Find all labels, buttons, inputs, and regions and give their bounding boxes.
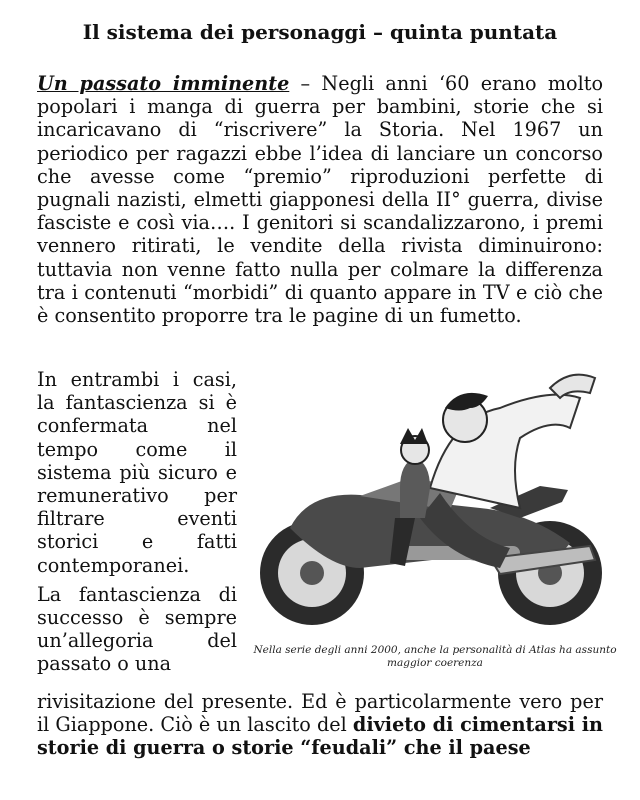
allegory-paragraph-rest [37, 690, 603, 760]
page-title: Il sistema dei personaggi – quinta puntata [82, 20, 558, 44]
scifi-paragraph: In entrambi i casi, la fantascienza si è confermata nel tempo come il sistema più sicuro e remunerativo per filtrare eventi storici e fatti contemporanei. [37, 368, 237, 577]
allegory-paragraph-start: La fantascienza di successo è sempre un’allegoria del passato o una [37, 582, 237, 676]
illustration [250, 368, 620, 638]
bold-emphasis: divieto di cimentarsi in storie di guerra o storie “feudali” che il paese [37, 713, 603, 760]
paragraph-text: rivisitazione del presente. Ed è particolarmente vero per il Giappone. Ciò è un lascito del [37, 690, 603, 737]
side-column-text [37, 368, 237, 676]
paragraph-lead: Un passato imminente [37, 72, 290, 95]
motorcycle-illustration [250, 368, 620, 638]
paragraph-text: – Negli anni ‘60 erano molto popolari i manga di guerra per bambini, storie che si incaricavano di “riscrivere” la Storia. Nel 1967 un periodico per ragazzi ebbe l’idea di lanciare un concorso che avesse come “premio” riproduzioni perfette di pugnali nazisti, elmetti giapponesi della II° guerra, divise fasciste e così via…. I genitori si scandalizzarono, i premi vennero ritirati, le vendite della rivista diminuirono: tuttavia non venne fatto nulla per colmare la differenza tra i contenuti “morbidi” di quanto appare in TV e ciò che è consentito proporre tra le pagine di un fumetto. [37, 72, 604, 328]
intro-paragraph [37, 72, 603, 327]
figure-caption: Nella serie degli anni 2000, anche la personalità di Atlas ha assunto maggior coerenza [253, 644, 617, 669]
